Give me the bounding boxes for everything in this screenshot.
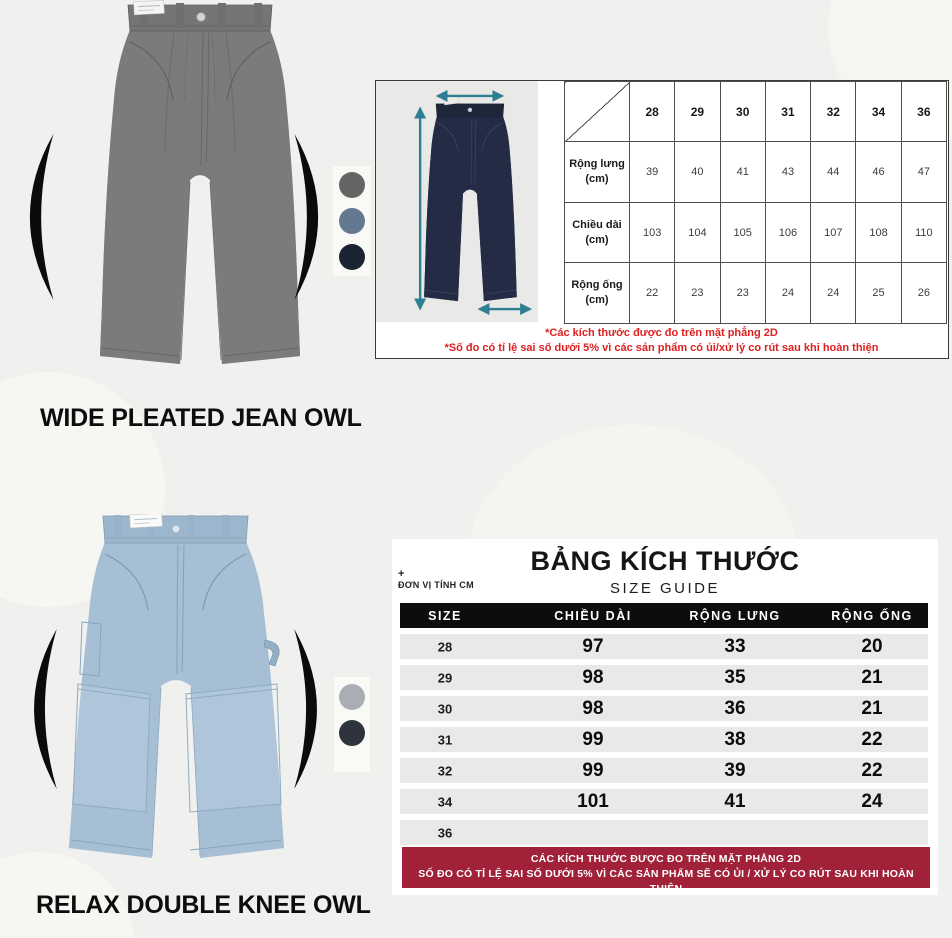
guide-row <box>400 665 928 690</box>
measurement-value: 41 <box>720 142 765 203</box>
guide-value-cell: 38 <box>724 728 746 750</box>
color-swatch-charcoal <box>339 720 365 746</box>
row-label: Rộng ống (cm) <box>565 263 630 324</box>
size-column-header: 31 <box>765 82 810 142</box>
note-line: *Các kích thước được đo trên mặt phẳng 2D <box>545 327 778 339</box>
measurement-value: 46 <box>856 142 901 203</box>
guide-column-header: SIZE <box>428 608 462 623</box>
size-column-header: 29 <box>675 82 720 142</box>
color-swatch-group <box>334 677 370 772</box>
row-label: Rộng lưng (cm) <box>565 142 630 203</box>
guide-value-cell: 35 <box>724 666 746 688</box>
measurement-value: 106 <box>765 203 810 263</box>
guide-value-cell: 101 <box>577 790 609 812</box>
measurement-value: 23 <box>675 263 720 324</box>
guide-column-header: RỘNG LƯNG <box>689 608 781 623</box>
guide-value-cell: 21 <box>861 666 883 688</box>
measurement-row <box>565 203 947 263</box>
measurement-row <box>565 142 947 203</box>
guide-value-cell: 99 <box>582 759 604 781</box>
guide-header-bar <box>400 603 928 628</box>
guide-value-cell: 24 <box>861 790 883 812</box>
guide-value-cell: 39 <box>724 759 746 781</box>
size-column-header: 28 <box>630 82 675 142</box>
measurement-value: 110 <box>901 203 946 263</box>
parenthesis-left-icon <box>18 627 60 791</box>
diagonal-header-cell <box>565 82 630 142</box>
size-column-header: 32 <box>811 82 856 142</box>
measurement-value: 39 <box>630 142 675 203</box>
guide-value-cell: 21 <box>861 697 883 719</box>
measurement-value: 47 <box>901 142 946 203</box>
guide-size-cell: 36 <box>437 825 453 840</box>
size-guide-panel <box>392 539 938 895</box>
size-chart-block <box>375 80 949 359</box>
measurement-value: 24 <box>811 263 856 324</box>
size-column-header: 34 <box>856 82 901 142</box>
guide-footer-line: SỐ ĐO CÓ TỈ LỆ SAI SỐ DƯỚI 5% VÌ CÁC SẢN PHẨM SẼ CÓ ỦI / XỬ LÝ CO RÚT SAU KHI HOÀN THIỆN <box>418 868 914 895</box>
guide-size-cell: 34 <box>437 794 453 809</box>
guide-footer <box>402 847 930 895</box>
guide-row <box>400 758 928 783</box>
guide-size-cell: 28 <box>437 639 453 654</box>
guide-footer-line: CÁC KÍCH THƯỚC ĐƯỢC ĐO TRÊN MẶT PHẲNG 2D <box>530 853 802 865</box>
product-title: WIDE PLEATED JEAN OWL <box>40 404 362 432</box>
size-guide-title: BẢNG KÍCH THƯỚC <box>530 546 800 576</box>
guide-value-cell: 36 <box>724 697 746 719</box>
color-swatch-grey <box>339 172 365 198</box>
measurement-value: 23 <box>720 263 765 324</box>
measurement-photo-navy-jeans <box>376 81 538 322</box>
unit-note-plus: + <box>398 568 405 580</box>
parenthesis-right-icon <box>290 132 336 302</box>
parenthesis-right-icon <box>291 627 333 791</box>
guide-value-cell: 22 <box>861 759 883 781</box>
product-title: RELAX DOUBLE KNEE OWL <box>36 891 371 919</box>
measurement-value: 105 <box>720 203 765 263</box>
guide-row <box>400 727 928 752</box>
guide-value-cell: 98 <box>582 697 604 719</box>
size-column-header: 30 <box>720 82 765 142</box>
guide-rows <box>392 634 938 851</box>
row-label: Chiều dài (cm) <box>565 203 630 263</box>
measurement-value: 104 <box>675 203 720 263</box>
measurement-value: 103 <box>630 203 675 263</box>
guide-size-cell: 32 <box>437 763 453 778</box>
measurement-value: 24 <box>765 263 810 324</box>
unit-note-text: ĐƠN VỊ TÍNH CM <box>398 580 474 590</box>
guide-size-cell: 31 <box>437 732 453 747</box>
color-swatch-slate-blue <box>339 208 365 234</box>
guide-row <box>400 634 928 659</box>
guide-row <box>400 820 928 845</box>
measurement-value: 22 <box>630 263 675 324</box>
measurement-value: 25 <box>856 263 901 324</box>
guide-value-cell: 33 <box>724 635 746 657</box>
note-line: *Số đo có tỉ lệ sai số dưới 5% vì các sản phẩm có ủi/xử lý co rút sau khi hoàn thiện <box>444 342 879 354</box>
color-swatch-dark-navy <box>339 244 365 270</box>
guide-row <box>400 696 928 721</box>
header-row <box>565 82 947 142</box>
guide-value-cell: 99 <box>582 728 604 750</box>
measurement-value: 108 <box>856 203 901 263</box>
measurement-value: 43 <box>765 142 810 203</box>
guide-size-cell: 30 <box>437 701 453 716</box>
color-swatch-group <box>333 166 371 276</box>
guide-value-cell: 22 <box>861 728 883 750</box>
measurement-value: 44 <box>811 142 856 203</box>
guide-row <box>400 789 928 814</box>
measurement-value: 107 <box>811 203 856 263</box>
measurement-row <box>565 263 947 324</box>
size-column-header: 36 <box>901 82 946 142</box>
guide-column-header: RỘNG ỐNG <box>831 608 913 623</box>
parenthesis-left-icon <box>12 132 58 302</box>
measurement-table <box>564 81 947 324</box>
guide-value-cell: 41 <box>724 790 746 812</box>
guide-value-cell: 98 <box>582 666 604 688</box>
product-photo-blue-jeans <box>60 514 295 868</box>
unit-note <box>398 569 474 590</box>
measurement-value: 26 <box>901 263 946 324</box>
guide-size-cell: 29 <box>437 670 453 685</box>
color-swatch-light-grey <box>339 684 365 710</box>
chart-notes <box>376 323 947 356</box>
size-guide-subtitle: SIZE GUIDE <box>609 580 720 597</box>
guide-value-cell: 20 <box>861 635 883 657</box>
guide-column-header: CHIỀU DÀI <box>554 608 632 623</box>
guide-value-cell: 97 <box>582 635 604 657</box>
measurement-value: 40 <box>675 142 720 203</box>
